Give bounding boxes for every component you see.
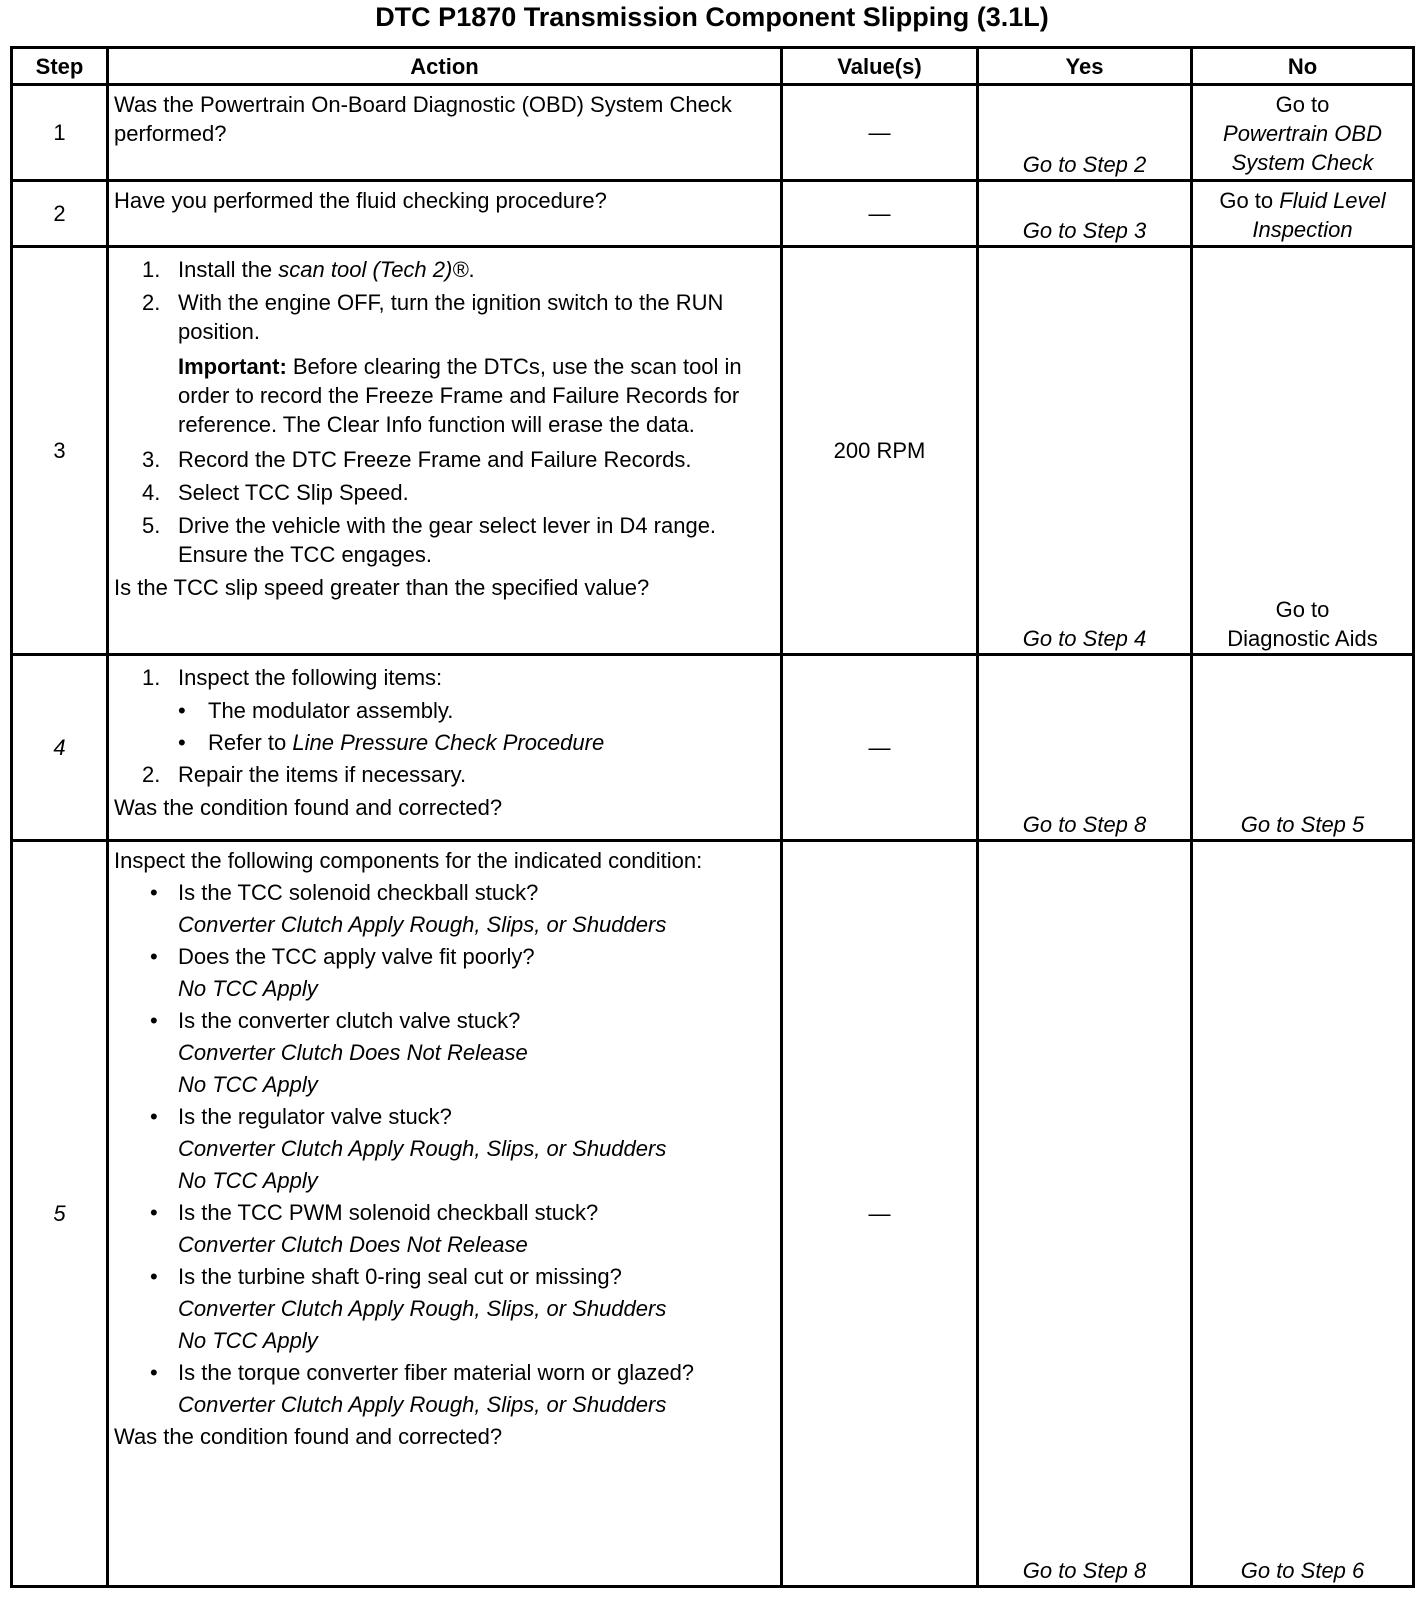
symptom-link[interactable]: Converter Clutch Apply Rough, Slips, or Shudders: [178, 912, 667, 937]
table-row: [12, 655, 1414, 841]
question: Was the condition found and corrected?: [114, 1424, 503, 1449]
bullet-text: Refer to: [208, 730, 293, 755]
symptom-link[interactable]: No TCC Apply: [178, 1328, 318, 1353]
bullet-item: [114, 728, 775, 757]
list-item: [114, 478, 775, 507]
bullet: •: [178, 730, 186, 755]
action-cell: Was the Powertrain On-Board Diagnostic (OBD) System Check performed?: [108, 85, 782, 181]
action-cell: [108, 655, 782, 841]
bullet-item: [114, 942, 775, 971]
step-number: 4: [12, 655, 108, 841]
list-number: 2.: [142, 290, 161, 315]
bullet-item: [114, 1262, 775, 1291]
scan-tool-link[interactable]: scan tool (Tech 2)®: [278, 257, 469, 282]
step-text: Install the: [178, 257, 279, 282]
no-prefix: Go to: [1275, 92, 1330, 117]
value-cell: —: [782, 85, 978, 181]
list-item: [114, 511, 775, 569]
no-cell: [1192, 247, 1414, 655]
list-number: 2.: [142, 762, 161, 787]
bullet-item: [114, 878, 775, 907]
table-row: [12, 247, 1414, 655]
important-label: Important:: [178, 354, 287, 379]
action-cell: [108, 841, 782, 1587]
condition-question: Is the converter clutch valve stuck?: [178, 1008, 521, 1033]
table-row: [12, 841, 1414, 1587]
no-cell: [1192, 181, 1414, 247]
intro-text: Inspect the following components for the indicated condition:: [114, 848, 703, 873]
no-link[interactable]: Powertrain OBD System Check: [1223, 121, 1382, 175]
symptom-link[interactable]: Converter Clutch Does Not Release: [178, 1232, 528, 1257]
symptom-link[interactable]: No TCC Apply: [178, 976, 318, 1001]
bullet: •: [150, 1200, 158, 1225]
action-cell: [108, 247, 782, 655]
yes-link[interactable]: Go to Step 4: [978, 247, 1192, 655]
no-prefix: Go to: [1219, 188, 1274, 213]
yes-link[interactable]: Go to Step 3: [978, 181, 1192, 247]
bullet-text: The modulator assembly.: [208, 698, 454, 723]
list-number: 1.: [142, 257, 161, 282]
symptom-link[interactable]: Converter Clutch Apply Rough, Slips, or Shudders: [178, 1392, 667, 1417]
step-text: Record the DTC Freeze Frame and Failure Records.: [178, 447, 692, 472]
list-number: 1.: [142, 665, 161, 690]
list-item: [114, 445, 775, 474]
condition-question: Is the TCC solenoid checkball stuck?: [178, 880, 539, 905]
question: Is the TCC slip speed greater than the specified value?: [114, 575, 650, 600]
list-item: [114, 255, 775, 284]
list-number: 4.: [142, 480, 161, 505]
step-text: Repair the items if necessary.: [178, 762, 467, 787]
header-no: No: [1192, 48, 1414, 85]
step-text: Inspect the following items:: [178, 665, 443, 690]
bullet-item: [114, 696, 775, 725]
symptom-link[interactable]: No TCC Apply: [178, 1168, 318, 1193]
step-text: With the engine OFF, turn the ignition switch to the RUN position.: [178, 290, 724, 344]
step-number: 3: [12, 247, 108, 655]
header-step: Step: [12, 48, 108, 85]
bullet: •: [178, 698, 186, 723]
page-title: DTC P1870 Transmission Component Slipping (3.1L): [375, 2, 1049, 32]
diagnostic-table: [10, 46, 1415, 1588]
bullet: •: [150, 1264, 158, 1289]
bullet-item: [114, 1102, 775, 1131]
yes-link[interactable]: Go to Step 8: [978, 655, 1192, 841]
step-text: .: [468, 257, 475, 282]
bullet-item: [114, 1358, 775, 1387]
symptom-link[interactable]: Converter Clutch Apply Rough, Slips, or Shudders: [178, 1136, 667, 1161]
list-number: 3.: [142, 447, 161, 472]
condition-question: Is the regulator valve stuck?: [178, 1104, 452, 1129]
important-text: Before clearing the DTCs, use the scan tool in order to record the Freeze Frame and Failure Records for reference. The Clear Info function will erase the data.: [178, 354, 742, 437]
yes-link[interactable]: Go to Step 2: [978, 85, 1192, 181]
condition-list: [114, 878, 775, 1419]
value-cell: —: [782, 841, 978, 1587]
line-pressure-link[interactable]: Line Pressure Check Procedure: [292, 730, 605, 755]
list-item: [114, 760, 775, 789]
condition-question: Does the TCC apply valve fit poorly?: [178, 944, 535, 969]
action-cell: Have you performed the fluid checking procedure?: [108, 181, 782, 247]
value-cell: 200 RPM: [782, 247, 978, 655]
condition-question: Is the TCC PWM solenoid checkball stuck?: [178, 1200, 599, 1225]
bullet: •: [150, 880, 158, 905]
bullet: •: [150, 944, 158, 969]
condition-question: Is the turbine shaft 0-ring seal cut or missing?: [178, 1264, 622, 1289]
no-link[interactable]: Go to Step 5: [1192, 655, 1414, 841]
question: Was the condition found and corrected?: [114, 795, 503, 820]
no-prefix: Go to: [1275, 597, 1330, 622]
bullet: •: [150, 1104, 158, 1129]
header-values: Value(s): [782, 48, 978, 85]
value-cell: —: [782, 655, 978, 841]
bullet: •: [150, 1008, 158, 1033]
yes-link[interactable]: Go to Step 8: [978, 841, 1192, 1587]
list-item: [114, 663, 775, 692]
step-text: Select TCC Slip Speed.: [178, 480, 409, 505]
list-number: 5.: [142, 513, 161, 538]
important-note: [114, 352, 775, 439]
no-cell: [1192, 85, 1414, 181]
list-item: [114, 288, 775, 346]
bullet-item: [114, 1198, 775, 1227]
table-row: [12, 181, 1414, 247]
step-number: 2: [12, 181, 108, 247]
header-yes: Yes: [978, 48, 1192, 85]
table-header-row: [12, 48, 1414, 85]
table-row: [12, 85, 1414, 181]
value-cell: —: [782, 181, 978, 247]
bullet: •: [150, 1360, 158, 1385]
no-link[interactable]: Diagnostic Aids: [1227, 626, 1378, 651]
step-text: Drive the vehicle with the gear select lever in D4 range. Ensure the TCC engages.: [178, 513, 717, 567]
step-number: 5: [12, 841, 108, 1587]
bullet-item: [114, 1006, 775, 1035]
condition-question: Is the torque converter fiber material worn or glazed?: [178, 1360, 695, 1385]
symptom-link[interactable]: Converter Clutch Does Not Release: [178, 1040, 528, 1065]
header-action: Action: [108, 48, 782, 85]
symptom-link[interactable]: No TCC Apply: [178, 1072, 318, 1097]
no-link[interactable]: Go to Step 6: [1192, 841, 1414, 1587]
step-number: 1: [12, 85, 108, 181]
symptom-link[interactable]: Converter Clutch Apply Rough, Slips, or Shudders: [178, 1296, 667, 1321]
no-link[interactable]: Fluid Level Inspection: [1252, 188, 1386, 242]
